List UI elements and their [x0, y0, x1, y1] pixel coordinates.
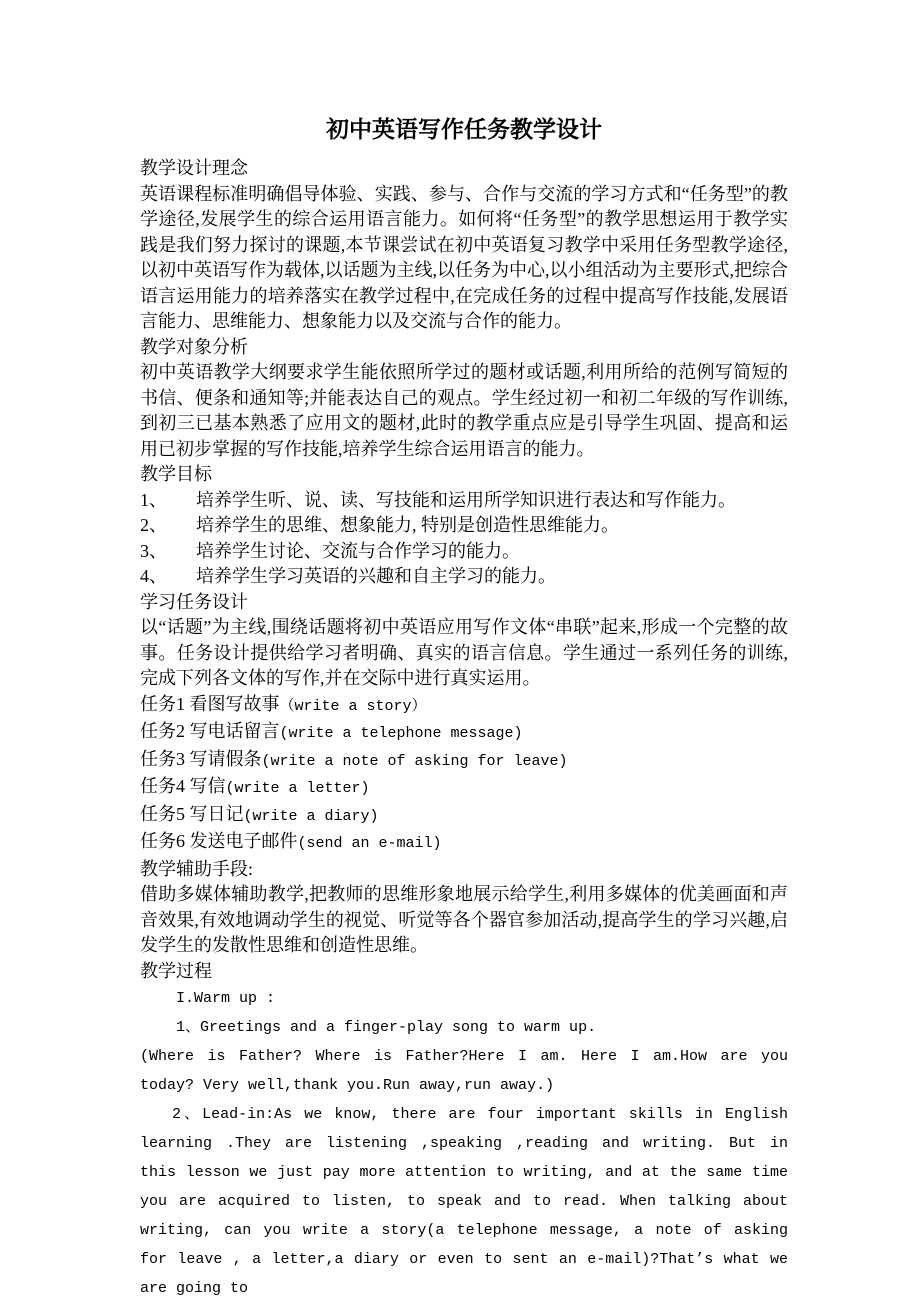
task-label-zh: 任务6 发送电子邮件 [140, 831, 298, 851]
objective-text: 培养学生学习英语的兴趣和自主学习的能力。 [196, 566, 556, 586]
objective-item-1 [140, 488, 788, 514]
task-item-3 [140, 747, 788, 775]
task-item-2 [140, 719, 788, 747]
objective-item-3 [140, 539, 788, 565]
task-label-en: (write a note of asking for leave) [261, 752, 568, 770]
task-label-en: （write a story） [279, 697, 427, 715]
objective-number: 4、 [140, 566, 167, 586]
task-label-zh: 任务5 写日记 [140, 803, 244, 824]
objective-text: 培养学生的思维、想象能力, 特别是创造性思维能力。 [196, 515, 619, 535]
task-label-zh: 任务4 写信 [140, 776, 226, 796]
process-greetings-line: 1、Greetings and a finger-play song to warm up. [176, 1019, 597, 1036]
objective-item-4 [140, 564, 788, 590]
section-heading-aids: 教学辅助手段: [140, 858, 254, 879]
paragraph-aids: 借助多媒体辅助教学,把教师的思维形象地展示给学生,利用多媒体的优美画面和声音效果,有效地调动学生的视觉、听觉等各个器官参加活动,提高学生的学习兴趣,启发学生的发散性思维和创造性思维。 [140, 884, 788, 955]
task-item-1 [140, 692, 788, 720]
objective-item-2 [140, 513, 788, 539]
task-item-4 [140, 774, 788, 802]
task-label-en: (write a letter) [225, 780, 370, 797]
objective-number: 3、 [140, 540, 167, 561]
section-heading-concept: 教学设计理念 [140, 158, 248, 178]
paragraph-task-design: 以“话题”为主线,围绕话题将初中英语应用写作文体“串联”起来,形成一个完整的故事。任务设计提供给学习者明确、真实的语言信息。学生通过一系列任务的训练,完成下列各文体的写作,并在交际中进行真实运用。 [140, 617, 788, 688]
paragraph-concept: 英语课程标准明确倡导体验、实践、参与、合作与交流的学习方式和“任务型”的教学途径,发展学生的综合运用语言能力。如何将“任务型”的教学思想运用于教学实践是我们努力探讨的课题,本节课尝试在初中英语复习教学中采用任务型教学途径,以初中英语写作为载体,以话题为主线,以任务为中心,以小组活动为主要形式,把综合语言运用能力的培养落实在教学过程中,在完成任务的过程中提高写作技能,发展语言能力、思维能力、想象能力以及交流与合作的能力。 [140, 183, 788, 331]
process-warmup-line: I.Warm up : [176, 990, 276, 1007]
task-label-zh: 任务2 写电话留言 [140, 721, 280, 741]
objective-text: 培养学生听、说、读、写技能和运用所学知识进行表达和写作能力。 [196, 489, 736, 510]
objective-number: 2、 [140, 515, 167, 535]
document-title: 初中英语写作任务教学设计 [326, 117, 602, 142]
objective-number: 1、 [140, 489, 167, 510]
section-heading-objectives: 教学目标 [140, 464, 212, 484]
task-label-zh: 任务1 看图写故事 [140, 693, 280, 714]
paragraph-audience: 初中英语教学大纲要求学生能依照所学过的题材或话题,利用所给的范例写简短的书信、便条和通知等;并能表达自己的观点。学生经过初一和初二年级的写作训练,到初三已基本熟悉了应用文的题材,此时的教学重点应是引导学生巩固、提高和运用已初步掌握的写作技能,培养学生综合运用语言的能力。 [140, 362, 788, 459]
task-label-en: (write a diary) [243, 807, 379, 825]
section-heading-task-design: 学习任务设计 [140, 591, 248, 612]
task-label-zh: 任务3 写请假条 [140, 748, 262, 769]
section-heading-process: 教学过程 [140, 960, 212, 981]
process-song-lines: (Where is Father? Where is Father?Here I am. Here I am.How are you today? Very well,thank you.Run away,run away.) [140, 1048, 788, 1094]
section-heading-audience: 教学对象分析 [140, 336, 248, 357]
process-lead-in-paragraph: 2、Lead-in:As we know, there are four important skills in English learning .They are listening ,speaking ,reading and writing. But in this lesson we just pay more attention to writing, and at the same time you are acquired to listen, to speak and to read. When talking about writing, can you write a story(a telephone message, a note of asking for leave , a letter,a diary or even to sent an e-mail)?That’s what we are going to [140, 1106, 788, 1297]
objective-text: 培养学生讨论、交流与合作学习的能力。 [196, 540, 520, 561]
task-item-5 [140, 802, 788, 830]
task-label-en: (write a telephone message) [279, 725, 523, 742]
task-label-en: (send an e-mail) [297, 835, 442, 852]
task-item-6 [140, 829, 788, 857]
